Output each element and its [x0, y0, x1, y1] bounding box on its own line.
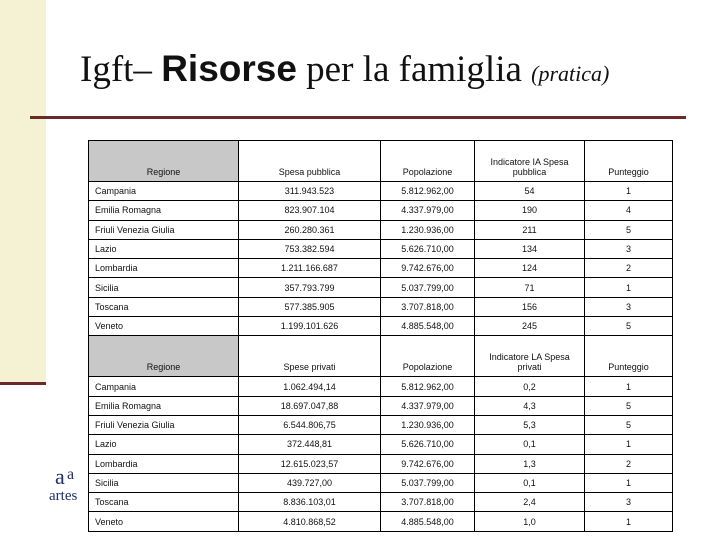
table-row [89, 317, 673, 336]
value-cell: 1 [585, 473, 673, 492]
value-cell: 12.615.023,57 [239, 454, 381, 473]
value-cell: 9.742.676,00 [381, 454, 475, 473]
region-cell: Toscana [89, 493, 239, 512]
value-cell: 9.742.676,00 [381, 259, 475, 278]
table-row [89, 297, 673, 316]
value-cell: 1.062.494,14 [239, 377, 381, 396]
value-cell: 5 [585, 415, 673, 434]
table-row [89, 512, 673, 531]
region-cell: Lombardia [89, 259, 239, 278]
table-row [89, 377, 673, 396]
value-cell: 1 [585, 182, 673, 201]
value-cell: 1 [585, 435, 673, 454]
value-cell: 4 [585, 201, 673, 220]
region-cell: Sicilia [89, 473, 239, 492]
value-cell: 372.448,81 [239, 435, 381, 454]
left-decorative-band [0, 0, 46, 382]
table1-header-cell: Popolazione [381, 141, 475, 182]
value-cell: 0,1 [475, 473, 585, 492]
table2-header-row [89, 336, 673, 377]
value-cell: 18.697.047,88 [239, 396, 381, 415]
region-cell: Emilia Romagna [89, 201, 239, 220]
value-cell: 1.211.166.687 [239, 259, 381, 278]
region-cell: Campania [89, 182, 239, 201]
value-cell: 8.836.103,01 [239, 493, 381, 512]
title-middle: per la famiglia [296, 49, 532, 90]
value-cell: 2 [585, 454, 673, 473]
table-row [89, 201, 673, 220]
value-cell: 124 [475, 259, 585, 278]
table2-body [89, 336, 673, 531]
value-cell: 5 [585, 396, 673, 415]
artes-logo [49, 464, 89, 508]
title-prefix: Igft– [80, 49, 162, 90]
table-row [89, 435, 673, 454]
value-cell: 3 [585, 297, 673, 316]
value-cell: 211 [475, 220, 585, 239]
region-cell: Emilia Romagna [89, 396, 239, 415]
table2-header-cell: Popolazione [381, 336, 475, 377]
region-cell: Veneto [89, 512, 239, 531]
table-row [89, 220, 673, 239]
title-suffix: (pratica) [531, 61, 610, 86]
value-cell: 5.812.962,00 [381, 377, 475, 396]
value-cell: 1.230.936,00 [381, 415, 475, 434]
value-cell: 0,1 [475, 435, 585, 454]
table2-header-cell: Spese privati [239, 336, 381, 377]
value-cell: 1.230.936,00 [381, 220, 475, 239]
region-cell: Toscana [89, 297, 239, 316]
logo-word: artes [49, 488, 78, 504]
value-cell: 2,4 [475, 493, 585, 512]
value-cell: 577.385.905 [239, 297, 381, 316]
value-cell: 134 [475, 239, 585, 258]
value-cell: 156 [475, 297, 585, 316]
table1-header-cell: Spesa pubblica [239, 141, 381, 182]
value-cell: 4.337.979,00 [381, 201, 475, 220]
region-cell: Veneto [89, 317, 239, 336]
table1-body [89, 141, 673, 336]
table2-header-cell: Indicatore LA Spesa privati [475, 336, 585, 377]
value-cell: 357.793.799 [239, 278, 381, 297]
slide-title [80, 48, 609, 91]
value-cell: 71 [475, 278, 585, 297]
value-cell: 1,3 [475, 454, 585, 473]
title-underline [30, 116, 686, 119]
value-cell: 5.626.710,00 [381, 239, 475, 258]
title-emphasis: Risorse [161, 48, 297, 89]
table-row [89, 473, 673, 492]
value-cell: 1 [585, 377, 673, 396]
region-cell: Lazio [89, 239, 239, 258]
value-cell: 4.885.548,00 [381, 512, 475, 531]
table-row [89, 182, 673, 201]
table1-header-cell: Regione [89, 141, 239, 182]
value-cell: 4.810.868,52 [239, 512, 381, 531]
region-cell: Friuli Venezia Giulia [89, 220, 239, 239]
left-decorative-line [0, 382, 46, 385]
value-cell: 1 [585, 278, 673, 297]
value-cell: 5 [585, 220, 673, 239]
value-cell: 0,2 [475, 377, 585, 396]
value-cell: 54 [475, 182, 585, 201]
data-table [88, 140, 673, 532]
value-cell: 245 [475, 317, 585, 336]
value-cell: 823.907.104 [239, 201, 381, 220]
value-cell: 260.280.361 [239, 220, 381, 239]
table-row [89, 278, 673, 297]
value-cell: 439.727,00 [239, 473, 381, 492]
value-cell: 753.382.594 [239, 239, 381, 258]
value-cell: 4,3 [475, 396, 585, 415]
table-row [89, 259, 673, 278]
value-cell: 3.707.818,00 [381, 297, 475, 316]
value-cell: 2 [585, 259, 673, 278]
region-cell: Lazio [89, 435, 239, 454]
value-cell: 6.544.806,75 [239, 415, 381, 434]
table2-header-cell: Regione [89, 336, 239, 377]
table-row [89, 239, 673, 258]
table2-header-cell: Punteggio [585, 336, 673, 377]
value-cell: 1 [585, 512, 673, 531]
logo-letter-1: a [55, 464, 65, 489]
value-cell: 4.885.548,00 [381, 317, 475, 336]
region-cell: Sicilia [89, 278, 239, 297]
table-row [89, 415, 673, 434]
table-row [89, 396, 673, 415]
value-cell: 3 [585, 239, 673, 258]
table1-header-row [89, 141, 673, 182]
table-row [89, 454, 673, 473]
value-cell: 4.337.979,00 [381, 396, 475, 415]
logo-letter-2: a [67, 466, 75, 483]
value-cell: 311.943.523 [239, 182, 381, 201]
table1-header-cell: Punteggio [585, 141, 673, 182]
value-cell: 1.199.101.626 [239, 317, 381, 336]
table-row [89, 493, 673, 512]
region-cell: Campania [89, 377, 239, 396]
region-cell: Lombardia [89, 454, 239, 473]
region-cell: Friuli Venezia Giulia [89, 415, 239, 434]
value-cell: 1,0 [475, 512, 585, 531]
value-cell: 3 [585, 493, 673, 512]
value-cell: 190 [475, 201, 585, 220]
value-cell: 5.626.710,00 [381, 435, 475, 454]
value-cell: 5.037.799,00 [381, 278, 475, 297]
value-cell: 5.037.799,00 [381, 473, 475, 492]
value-cell: 5,3 [475, 415, 585, 434]
value-cell: 5 [585, 317, 673, 336]
value-cell: 3.707.818,00 [381, 493, 475, 512]
value-cell: 5.812.962,00 [381, 182, 475, 201]
table1-header-cell: Indicatore IA Spesa pubblica [475, 141, 585, 182]
